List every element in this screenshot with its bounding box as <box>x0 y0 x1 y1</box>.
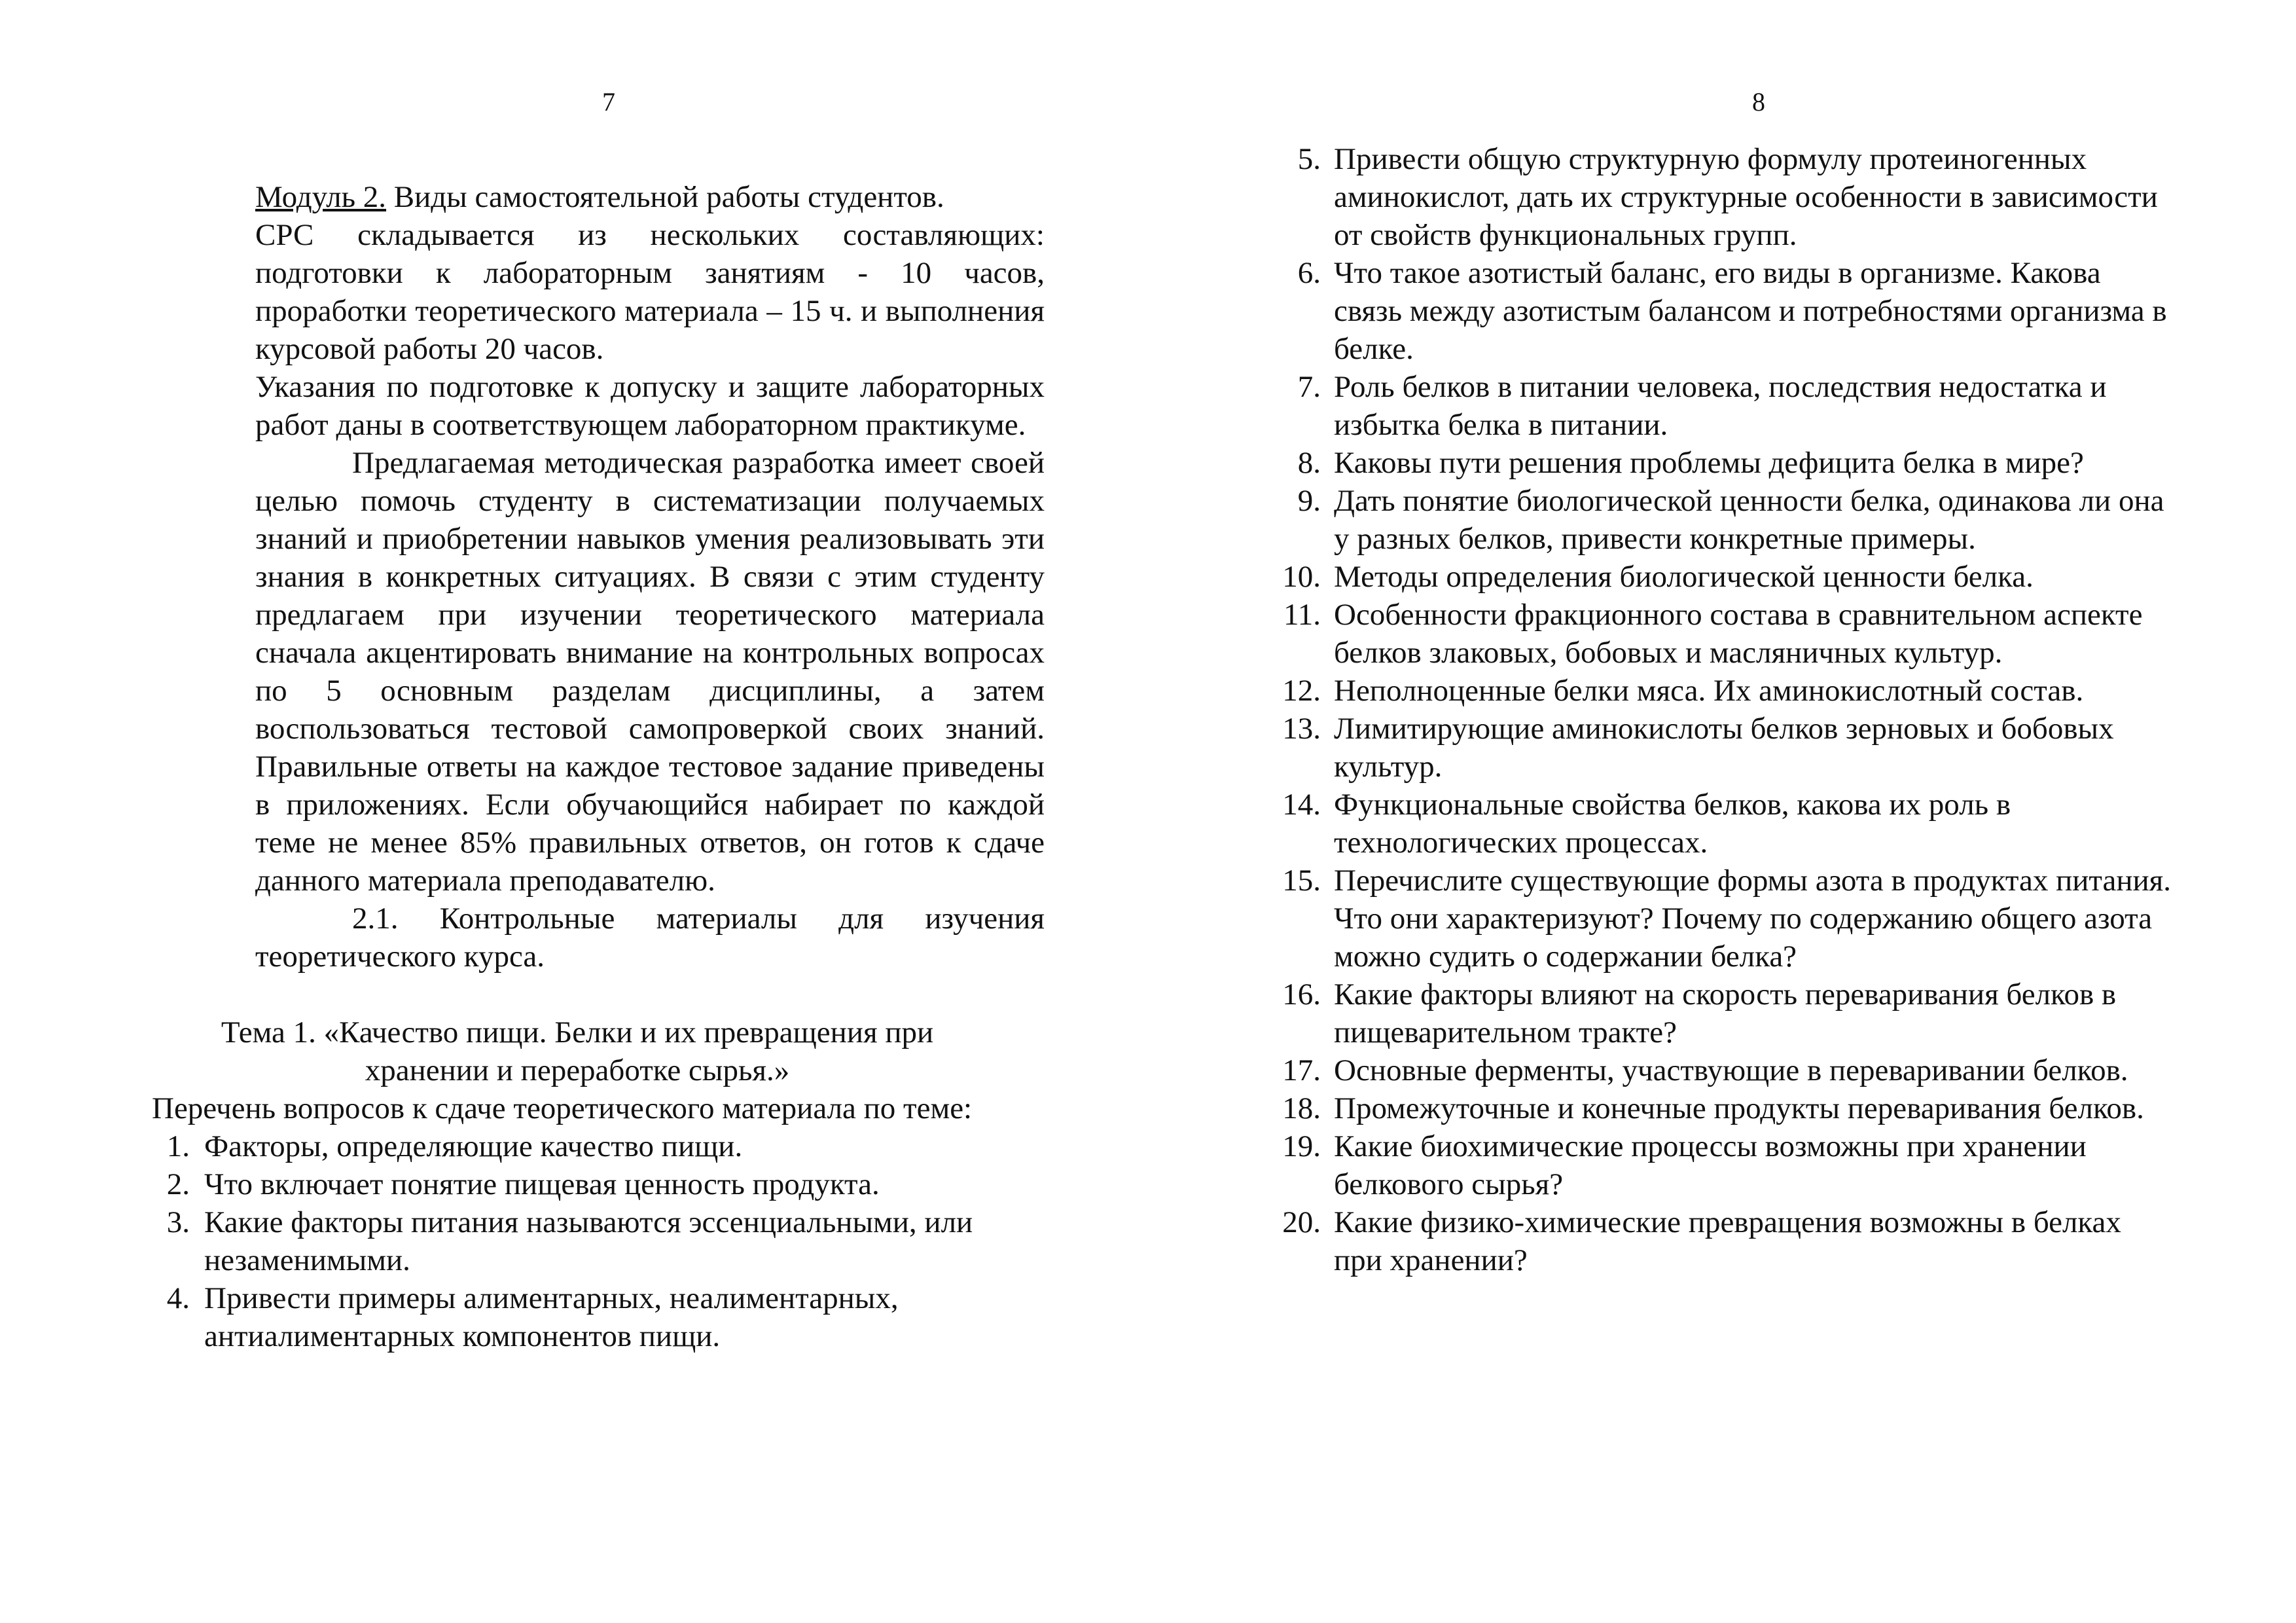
question-text: Лимитирующие аминокислоты белков зерновых и бобовых культур. <box>1334 712 2114 784</box>
question-number: 6. <box>1297 256 1321 290</box>
question-text: Роль белков в питании человека, последствия недостатка и избытка белка в питании. <box>1334 370 2107 442</box>
question-text: Что такое азотистый баланс, его виды в организме. Какова связь между азотистым балансом и потребностями организма в белке. <box>1334 256 2167 366</box>
method-paragraph: Предлагаемая методическая разработка имеет своей целью помочь студенту в систематизации получаемых знаний и приобретении навыков умения реализовывать эти знания в конкретных ситуациях. В связи с этим студенту предлагаем при изучении теоретического материала сначала акцентировать внимание на контрольных вопросах по 5 основным разделам дисциплины, а затем воспользоваться тестовой самопроверкой своих знаний. Правильные ответы на каждое тестовое задание приведены в приложениях. Если обучающийся набирает по каждой теме не менее 85% правильных ответов, он готов к сдаче данного материала преподавателю. <box>255 446 1045 898</box>
module-title: Виды самостоятельной работы студентов. <box>386 180 944 214</box>
section-paragraph: 2.1. Контрольные материалы для изучения теоретического курса. <box>255 902 1045 974</box>
module-label: Модуль 2. <box>255 180 387 214</box>
module-heading <box>255 178 1045 216</box>
question-number: 17. <box>1282 1053 1321 1087</box>
question-number: 2. <box>166 1167 190 1201</box>
page-number-right: 8 <box>1752 87 1765 117</box>
question-item <box>1270 1089 2173 1127</box>
question-number: 11. <box>1283 598 1321 632</box>
question-text: Неполноценные белки мяса. Их аминокислотный состав. <box>1334 674 2084 708</box>
question-item <box>1270 1203 2173 1279</box>
question-text: Дать понятие биологической ценности белка, одинакова ли она у разных белков, привести конкретные примеры. <box>1334 484 2164 556</box>
question-item <box>1270 558 2173 596</box>
question-number: 8. <box>1297 446 1321 480</box>
question-item <box>1270 368 2173 444</box>
question-text: Какие биохимические процессы возможны при хранении белкового сырья? <box>1334 1129 2087 1201</box>
question-text: Какие факторы влияют на скорость переваривания белков в пищеварительном тракте? <box>1334 977 2117 1049</box>
question-item <box>152 1203 1055 1279</box>
question-text: Что включает понятие пищевая ценность продукта. <box>204 1167 880 1201</box>
right-page <box>1270 140 2173 1279</box>
left-page <box>152 178 1055 1355</box>
question-number: 18. <box>1282 1091 1321 1125</box>
question-item <box>1270 710 2173 786</box>
question-item <box>1270 1051 2173 1089</box>
question-item <box>1270 1127 2173 1203</box>
instructions-paragraph: Указания по подготовке к допуску и защите лабораторных работ даны в соответствующем лабораторном практикуме. <box>255 370 1045 442</box>
question-number: 16. <box>1282 977 1321 1012</box>
question-text: Привести примеры алиментарных, неалиментарных, антиалиментарных компонентов пищи. <box>204 1281 899 1353</box>
question-number: 5. <box>1297 142 1321 176</box>
question-number: 9. <box>1297 484 1321 518</box>
question-text: Перечислите существующие формы азота в продуктах питания. Что они характеризуют? Почему по содержанию общего азота можно судить о содержании белка? <box>1334 864 2172 974</box>
question-list-intro: Перечень вопросов к сдаче теоретического материала по теме: <box>152 1091 973 1125</box>
question-item <box>1270 786 2173 862</box>
question-number: 12. <box>1282 674 1321 708</box>
question-number: 13. <box>1282 712 1321 746</box>
question-item <box>1270 482 2173 558</box>
question-item <box>152 1279 1055 1355</box>
question-item <box>1270 140 2173 254</box>
question-number: 15. <box>1282 864 1321 898</box>
question-item <box>1270 862 2173 976</box>
question-item <box>1270 672 2173 710</box>
question-text: Какие физико-химические превращения возможны в белках при хранении? <box>1334 1205 2121 1277</box>
question-text: Промежуточные и конечные продукты переваривания белков. <box>1334 1091 2144 1125</box>
question-number: 20. <box>1282 1205 1321 1239</box>
topic-heading-line: Тема 1. «Качество пищи. Белки и их превращения при <box>221 1015 934 1049</box>
question-item <box>1270 444 2173 482</box>
question-text: Основные ферменты, участвующие в переваривании белков. <box>1334 1053 2128 1087</box>
question-number: 19. <box>1282 1129 1321 1163</box>
question-number: 7. <box>1297 370 1321 404</box>
topic-heading-line: хранении и переработке сырья.» <box>365 1053 790 1087</box>
question-item <box>152 1127 1055 1165</box>
question-text: Функциональные свойства белков, какова их роль в технологических процессах. <box>1334 788 2011 860</box>
question-number: 3. <box>166 1205 190 1239</box>
page-number-left: 7 <box>602 87 615 117</box>
question-number: 1. <box>166 1129 190 1163</box>
question-text: Особенности фракционного состава в сравнительном аспекте белков злаковых, бобовых и масляничных культур. <box>1334 598 2143 670</box>
question-text: Методы определения биологической ценности белка. <box>1334 560 2034 594</box>
question-item <box>1270 254 2173 368</box>
question-number: 4. <box>166 1281 190 1315</box>
question-text: Какие факторы питания называются эссенциальными, или незаменимыми. <box>204 1205 973 1277</box>
question-text: Факторы, определяющие качество пищи. <box>204 1129 743 1163</box>
question-list-right <box>1270 140 2173 1279</box>
question-number: 14. <box>1282 788 1321 822</box>
srs-paragraph: СРС складывается из нескольких составляющих: подготовки к лабораторным занятиям - 10 часов, проработки теоретического материала – 15 ч. и выполнения курсовой работы 20 часов. <box>255 218 1045 366</box>
topic-heading <box>152 1013 1003 1089</box>
question-text: Привести общую структурную формулу протеиногенных аминокислот, дать их структурные особенности в зависимости от свойств функциональных групп. <box>1334 142 2158 252</box>
question-item <box>1270 596 2173 672</box>
question-item <box>1270 976 2173 1051</box>
question-list-left <box>152 1127 1055 1355</box>
question-item <box>152 1165 1055 1203</box>
question-text: Каковы пути решения проблемы дефицита белка в мире? <box>1334 446 2084 480</box>
question-number: 10. <box>1282 560 1321 594</box>
